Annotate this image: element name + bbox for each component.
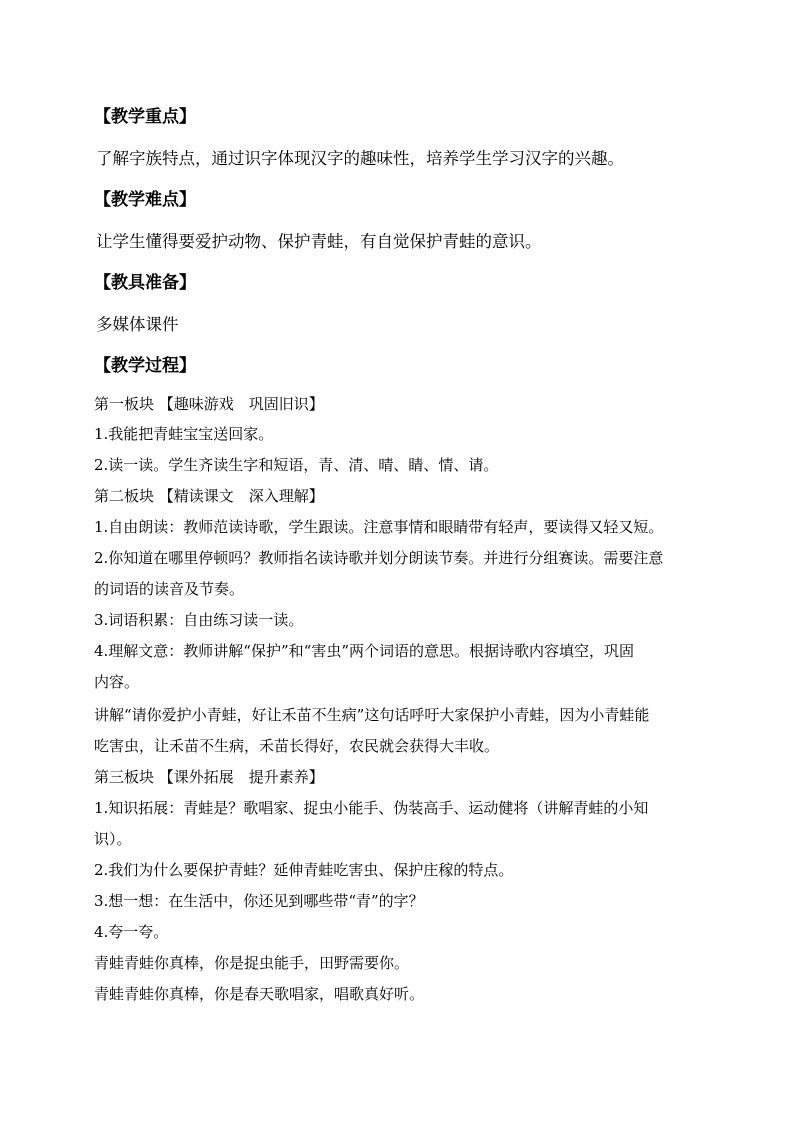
block1-title: 第一板块 【趣味游戏 巩固旧识】	[94, 395, 324, 413]
tools-text: 多媒体课件	[96, 315, 179, 334]
paragraph-continued: 吃害虫，让禾苗不生病，禾苗长得好，农民就会获得大丰收。	[94, 737, 500, 755]
list-item: 4.夸一夸。	[94, 923, 169, 941]
list-item: 4.理解文意：教师讲解“保护”和“害虫”两个词语的意思。根据诗歌内容填空，巩固	[94, 642, 634, 660]
list-item-continued: 的词语的读音及节奏。	[94, 580, 245, 598]
list-item-continued: 内容。	[94, 673, 140, 691]
focus-text: 了解字族特点，通过识字体现汉字的趣味性，培养学生学习汉字的兴趣。	[96, 149, 624, 168]
process-heading: 【教学过程】	[94, 356, 196, 376]
difficulty-text: 让学生懂得要爱护动物、保护青蛙，有自觉保护青蛙的意识。	[96, 232, 542, 251]
list-item: 3.词语积累：自由练习读一读。	[94, 611, 304, 629]
list-item: 2.你知道在哪里停顿吗？教师指名读诗歌并划分朗读节奏。并进行分组赛读。需要注意	[94, 549, 664, 567]
list-item: 3.想一想：在生活中，你还见到哪些带“青”的字？	[94, 892, 424, 910]
paragraph: 讲解“请你爱护小青蛙，好让禾苗不生病”这句话呼吁大家保护小青蛙，因为小青蛙能	[94, 706, 650, 724]
list-item: 2.读一读。学生齐读生字和短语，青、清、晴、睛、情、请。	[94, 456, 499, 474]
focus-heading: 【教学重点】	[94, 107, 196, 127]
list-item: 1.自由朗读：教师范读诗歌，学生跟读。注意事情和眼睛带有轻声，要读得又轻又短。	[94, 518, 664, 536]
tools-heading: 【教具准备】	[94, 273, 196, 293]
block3-title: 第三板块 【课外拓展 提升素养】	[94, 768, 324, 786]
list-item: 1.知识拓展：青蛙是？歌唱家、捉虫小能手、伪装高手、运动健将（讲解青蛙的小知	[94, 799, 649, 817]
list-item-continued: 识）。	[94, 830, 132, 848]
list-item: 1.我能把青蛙宝宝送回家。	[94, 425, 274, 443]
block2-title: 第二板块 【精读课文 深入理解】	[94, 487, 324, 505]
list-item: 2.我们为什么要保护青蛙？延伸青蛙吃害虫、保护庄稼的特点。	[94, 861, 514, 879]
praise-line: 青蛙青蛙你真棒，你是捉虫能手，田野需要你。	[94, 954, 410, 972]
praise-line: 青蛙青蛙你真棒，你是春天歌唱家，唱歌真好听。	[94, 985, 425, 1003]
difficulty-heading: 【教学难点】	[94, 190, 196, 210]
